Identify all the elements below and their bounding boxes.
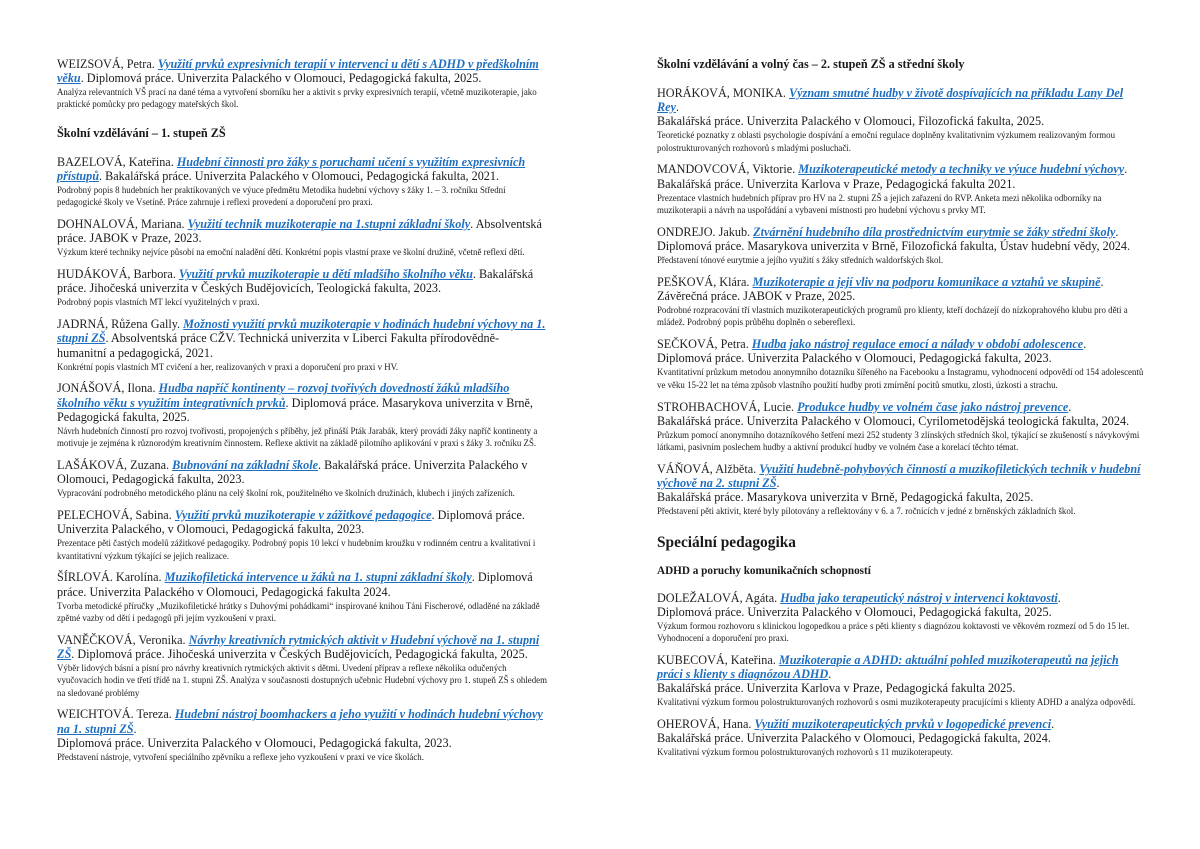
entry-title-link[interactable]: Možnosti využití prvků muzikoterapie v hodinách hudební výchovy na 1. stupni ZŠ xyxy=(57,317,546,346)
entry-publication: Bakalářská práce. Univerzita Karlova v Praze, Pedagogická fakulta 2025. xyxy=(657,681,1016,696)
bibliography-entry xyxy=(657,462,1147,518)
bibliography-entry xyxy=(57,217,547,258)
entry-description: Představení pěti aktivit, které byly pilotovány a reflektovány v 6. a 7. ročnících v jedné z brněnských základních škol. xyxy=(657,506,1076,517)
entry-punctuation: . xyxy=(1057,590,1061,605)
bibliography-entry xyxy=(657,591,1147,645)
entry-description: Výzkum které techniky nejvíce působí na emoční naladění dětí. Konkrétní popis vlastní praxe ve školní družině, včetně reflexí dětí. xyxy=(57,247,525,258)
bibliography-entry xyxy=(57,707,547,763)
entry-publication: Bakalářská práce. Univerzita Palackého v Olomouci, Pedagogická fakulta, 2024. xyxy=(657,731,1051,746)
entry-title-link[interactable]: Muzikoterapie a ADHD: aktuální pohled muzikoterapeutů na jejich práci s klienty s diagnózou ADHD xyxy=(657,653,1119,682)
entry-description: Průzkum pomocí anonymního dotazníkového šetření mezi 252 studenty 3 zlínských středních škol, týkající se zkušeností s návykovými látkami, pasivním poslechem hudby a aktivní produkcí hudby ve volném čase a korelací těchto témat. xyxy=(657,429,1140,453)
entry-punctuation: . xyxy=(133,721,137,736)
entry-author: SEČKOVÁ, Petra. xyxy=(657,337,752,352)
entry-author: STROHBACHOVÁ, Lucie. xyxy=(657,399,798,414)
entry-author: WEIZSOVÁ, Petra. xyxy=(57,57,158,71)
entry-author: PEŠKOVÁ, Klára. xyxy=(657,274,753,289)
entry-author: VÁŇOVÁ, Alžběta. xyxy=(657,462,760,477)
entry-punctuation: . Bakalářská práce. Jihočeská univerzita v Českých Budějovicích, Teologická fakulta, 2023. xyxy=(57,267,534,296)
entry-title-link[interactable]: Využití prvků muzikoterapie u dětí mladšího školního věku xyxy=(178,267,473,282)
entry-author: OHEROVÁ, Hana. xyxy=(657,717,755,732)
entry-punctuation: . xyxy=(1115,224,1119,239)
entry-publication: Bakalářská práce. Univerzita Palackého v Olomouci, Cyrilometodějská teologická fakulta, 2024. xyxy=(657,413,1130,428)
bibliography-entry xyxy=(657,400,1147,454)
entry-publication: Diplomová práce. Univerzita Palackého v Olomouci, Pedagogická fakulta, 2023. xyxy=(657,351,1052,366)
entry-author: HORÁKOVÁ, MONIKA. xyxy=(657,86,790,100)
entry-title-link[interactable]: Využití hudebně-pohybových činností a muzikofiletických technik v hudební výchově na 2. stupni ZŠ xyxy=(657,462,1141,491)
entry-author: ONDREJO. Jakub. xyxy=(657,224,754,239)
right-entry-list xyxy=(657,86,1147,518)
entry-author: WEICHTOVÁ. Tereza. xyxy=(57,707,175,722)
entry-author: DOHNALOVÁ, Mariana. xyxy=(57,217,188,232)
entry-description: Podrobný popis 8 hudebních her praktikovaných ve výuce předmětu Metodika hudební výchovy s žáky 1. – 3. ročníku Střední pedagogické školy ve Vsetíně. Práce zahrnuje i reflexi provedení a doporučení pro praxi. xyxy=(57,184,506,208)
bibliography-entry xyxy=(57,508,547,562)
entry-author: JONÁŠOVÁ, Ilona. xyxy=(57,381,159,396)
entry-title-link[interactable]: Muzikofiletická intervence u žáků na 1. stupni základní školy xyxy=(164,570,472,585)
section-heading: Školní vzdělávání a volný čas – 2. stupeň ZŠ a střední školy xyxy=(657,57,965,71)
bibliography-entry xyxy=(57,633,547,699)
bibliography-entry xyxy=(57,570,547,624)
entry-author: ŠÍRLOVÁ. Karolína. xyxy=(57,570,165,585)
entry-punctuation: . xyxy=(1100,274,1104,289)
special-ed-entry-list xyxy=(657,591,1147,759)
entry-punctuation: . Diplomová práce. Univerzita Palackého, v Olomouci, Pedagogická fakulta, 2023. xyxy=(57,508,525,537)
entry-description: Návrh hudebních činností pro rozvoj tvořivosti, propojených s příběhy, jež přináší Pták Jarabák, který provádí žáky napříč kontinenty a motivuje je zejména k různorodým kreativním činnostem. Reflexe aktivit na základě pilotního aplikování v praxi s žáky 3. ročníku ZŠ. xyxy=(57,425,538,449)
entry-punctuation: . Absolventská práce CŽV. Technická univerzita v Liberci Fakulta přírodovědně-humanitní a pedagogická, 2021. xyxy=(57,331,500,360)
bibliography-entry xyxy=(57,317,547,373)
entry-publication: . Diplomová práce. Univerzita Palackého v Olomouci, Pedagogická fakulta, 2025. xyxy=(80,71,482,86)
entry-punctuation: . Bakalářská práce. Univerzita Palackého v Olomouci, Pedagogická fakulta, 2023. xyxy=(57,457,528,487)
major-section-heading: Speciální pedagogika xyxy=(657,533,796,551)
left-column xyxy=(57,57,547,772)
bibliography-entry xyxy=(57,57,547,111)
entry-description: Prezentace pěti častých modelů zážitkové pedagogiky. Podrobný popis 10 lekcí v hudebním kroužku v rodinném centru a kvalitativní i kvantitativní výzkum týkající se jejich realizace. xyxy=(57,538,536,561)
entry-punctuation: . xyxy=(776,476,780,491)
entry-title-link[interactable]: Využití muzikoterapeutických prvků v logopedické prevenci xyxy=(754,717,1052,732)
entry-publication: Diplomová práce. Univerzita Palackého v Olomouci, Pedagogická fakulta, 2023. xyxy=(57,735,452,750)
entry-publication: Bakalářská práce. Masarykova univerzita v Brně, Pedagogická fakulta, 2025. xyxy=(657,490,1034,505)
entry-punctuation: . xyxy=(1083,337,1087,352)
bibliography-entry xyxy=(657,86,1147,154)
bibliography-entry xyxy=(657,337,1147,391)
entry-punctuation: . xyxy=(828,667,832,682)
entry-title-link[interactable]: Hudba napříč kontinenty – rozvoj tvořivých dovedností žáků mladšího školního věku s využitím integrativních prvků xyxy=(57,381,510,410)
entry-author: KUBECOVÁ, Kateřina. xyxy=(657,653,779,667)
entry-title-link[interactable]: Bubnování na základní škole xyxy=(172,457,319,472)
bibliography-entry xyxy=(57,381,547,449)
right-column xyxy=(657,57,1147,767)
bibliography-entry xyxy=(657,717,1147,758)
entry-author: LAŠÁKOVÁ, Zuzana. xyxy=(57,457,173,472)
entry-title-link[interactable]: Hudební nástroj boomhackers a jeho využití v hodinách hudební výchovy na 1. stupni ZŠ xyxy=(57,707,543,736)
entry-title-link[interactable]: Hudba jako nástroj regulace emocí a nálady v období adolescence xyxy=(751,337,1084,352)
entry-punctuation: . Diplomová práce. Masarykova univerzita v Brně, Pedagogická fakulta, 2025. xyxy=(57,395,533,424)
left-entry-list xyxy=(57,155,547,763)
entry-description: Analýza relevantních VŠ prací na dané téma a vytvoření sborníku her a aktivit s prvky expresivních terapií, včetně muzikoterapie, jako praktické pomůcky pro pedagogy mateřských škol. xyxy=(57,87,537,110)
entry-description: Prezentace vlastních hudebních příprav pro HV na 2. stupni ZŠ a jejich zařazení do RVP. Anketa mezi několika odborníky na muzikoterapii a návrh na uspořádání a vybavení místnosti pro hudební výchovu s prvky MT. xyxy=(657,192,1102,215)
entry-title-link[interactable]: Hudební činnosti pro žáky s poruchami učení s využitím expresivních přístupů xyxy=(57,154,526,183)
bibliography-entry xyxy=(57,155,547,209)
entry-author: BAZELOVÁ, Kateřina. xyxy=(57,154,177,169)
entry-punctuation: . xyxy=(1068,399,1072,414)
subsection-heading: ADHD a poruchy komunikačních schopností xyxy=(657,564,871,577)
entry-punctuation: . xyxy=(675,100,679,115)
entry-author: JADRNÁ, Růžena Gally. xyxy=(57,317,184,332)
entry-author: MANDOVCOVÁ, Viktorie. xyxy=(657,162,799,177)
entry-publication: Bakalářská práce. Univerzita Karlova v Praze, Pedagogická fakulta 2021. xyxy=(657,176,1016,191)
entry-description: Kvalitativní výzkum formou polostrukturovaných rozhovorů s 11 muzikoterapeuty. xyxy=(657,747,953,758)
entry-title-link[interactable]: Ztvárnění hudebního díla prostřednictvím eurytmie se žáky střední školy xyxy=(753,224,1116,239)
entry-description: Představení tónové eurytmie a jejího využití s žáky středních waldorfských škol. xyxy=(657,255,944,266)
entry-description: Konkrétní popis vlastních MT cvičení a her, realizovaných v praxi a doporučení pro praxi v HV. xyxy=(57,361,399,372)
entry-punctuation: . Absolventská práce. JABOK v Praze, 2023. xyxy=(57,217,542,246)
bibliography-entry xyxy=(57,267,547,308)
entry-title-link[interactable]: Využití prvků expresivních terapií v intervenci u dětí s ADHD v předškolním věku xyxy=(57,57,539,86)
entry-description: Kvantitativní průzkum metodou anonymního dotazníku šířeného na Facebooku a Instagramu, vyhodnocení odpovědí od 154 adolescentů ve věku 15-22 let na téma způsob vlastního použití hudby proti zmírnění pocitů smutku, zlosti, úzkosti a strachu. xyxy=(657,367,1144,390)
entry-publication: Bakalářská práce. Univerzita Palackého v Olomouci, Filozofická fakulta, 2025. xyxy=(657,114,1045,129)
bibliography-entry xyxy=(657,162,1147,216)
entry-description: Kvalitativní výzkum formou polostrukturovaných rozhovorů s osmi muzikoterapeuty pracujícími s klienty ADHD a analýza odpovědí. xyxy=(657,697,1136,708)
entry-punctuation: . Diplomová práce. Univerzita Palackého v Olomouci, Pedagogická fakulta 2024. xyxy=(57,570,533,599)
entry-description: Podrobný popis vlastních MT lekcí využitelných v praxi. xyxy=(57,297,260,308)
entry-title-link[interactable]: Využití prvků muzikoterapie v zážitkové pedagogice xyxy=(174,508,432,523)
entry-title-link[interactable]: Hudba jako terapeutický nástroj v intervenci koktavosti xyxy=(780,590,1058,605)
entry-description: Výběr lidových básní a písní pro návrhy kreativních rytmických aktivit s dětmi. Uvedení příprav a reflexe několika odučených vyučovacích hodin ve třetí třídě na 1. stupni ZŠ. Analýza v současnosti dostupných učebnic Hudební výchovy pro 1. stupeň ZŠ s ohledem na sledované problémy xyxy=(57,662,548,698)
entry-title-link[interactable]: Význam smutné hudby v životě dospívajících na příkladu Lany Del Rey xyxy=(657,86,1124,115)
entry-publication: Diplomová práce. Masarykova univerzita v Brně, Filozofická fakulta, Ústav hudební vědy, 2024. xyxy=(657,238,1131,253)
entry-author: DOLEŽALOVÁ, Agáta. xyxy=(657,590,781,605)
entry-punctuation: . Bakalářská práce. Univerzita Palackého v Olomouci, Pedagogická fakulta, 2021. xyxy=(99,168,500,183)
entry-description: Představení nástroje, vytvoření speciálního zpěvníku a reflexe jeho vyzkoušení v praxi ve více školách. xyxy=(57,751,424,762)
entry-publication: Závěrečná práce. JABOK v Praze, 2025. xyxy=(657,289,856,304)
entry-description: Teoretické poznatky z oblasti psychologie dospívání a emoční regulace doplněny kvalitativním výzkumem realizovaným formou polostrukturovaných rozhovorů s mladými posluchači. xyxy=(657,130,1116,153)
entry-author: HUDÁKOVÁ, Barbora. xyxy=(57,267,179,282)
bibliography-entry xyxy=(657,653,1147,709)
entry-punctuation: . Diplomová práce. Jihočeská univerzita v Českých Budějovicích, Pedagogická fakulta, 2025. xyxy=(71,646,528,661)
entry-publication: Diplomová práce. Univerzita Palackého v Olomouci, Pedagogická fakulta, 2025. xyxy=(657,604,1052,619)
entry-author: VANĚČKOVÁ, Veronika. xyxy=(57,632,189,647)
entry-title-link[interactable]: Návrhy kreativních rytmických aktivit v Hudební výchově na 1. stupni ZŠ xyxy=(57,632,540,661)
entry-author: PELECHOVÁ, Sabina. xyxy=(57,508,175,523)
bibliography-entry xyxy=(657,275,1147,329)
entry-description: Podrobné rozpracování tří vlastních muzikoterapeutických programů pro klienty, kteří docházejí do nízkoprahového klubu pro děti a mládež. Podrobný popis průběhu doplněn o sebereflexi. xyxy=(657,305,1128,328)
entry-title-link[interactable]: Využití technik muzikoterapie na 1.stupni základní školy xyxy=(187,217,471,232)
bibliography-entry xyxy=(57,458,547,499)
entry-description: Vypracování podrobného metodického plánu na celý školní rok, použitelného ve školních družinách, klubech i jiných zařízeních. xyxy=(57,488,515,499)
bibliography-entry xyxy=(657,225,1147,266)
section-heading: Školní vzdělávání – 1. stupeň ZŠ xyxy=(57,125,226,140)
entry-punctuation: . xyxy=(1124,162,1128,177)
entry-punctuation: . xyxy=(1051,717,1055,732)
entry-description: Tvorba metodické příručky „Muzikofiletické hrátky s Duhovými pohádkami“ inspirované knihou Táni Fischerové, odladěné na základě zpětné vazby od dětí i pedagogů při jejím vyzkoušení v praxi. xyxy=(57,600,540,623)
entry-description: Výzkum formou rozhovoru s klinickou logopedkou a práce s pěti klienty s diagnózou koktavosti ve věkovém rozmezí od 5 do 15 let. Vyhodnocení a doporučení pro praxi. xyxy=(657,620,1130,644)
entry-title-link[interactable]: Produkce hudby ve volném čase jako nástroj prevence xyxy=(797,399,1069,414)
entry-title-link[interactable]: Muzikoterapeutické metody a techniky ve výuce hudební výchovy xyxy=(798,162,1125,177)
entry-title-link[interactable]: Muzikoterapie a její vliv na podporu komunikace a vztahů ve skupině xyxy=(752,274,1101,289)
